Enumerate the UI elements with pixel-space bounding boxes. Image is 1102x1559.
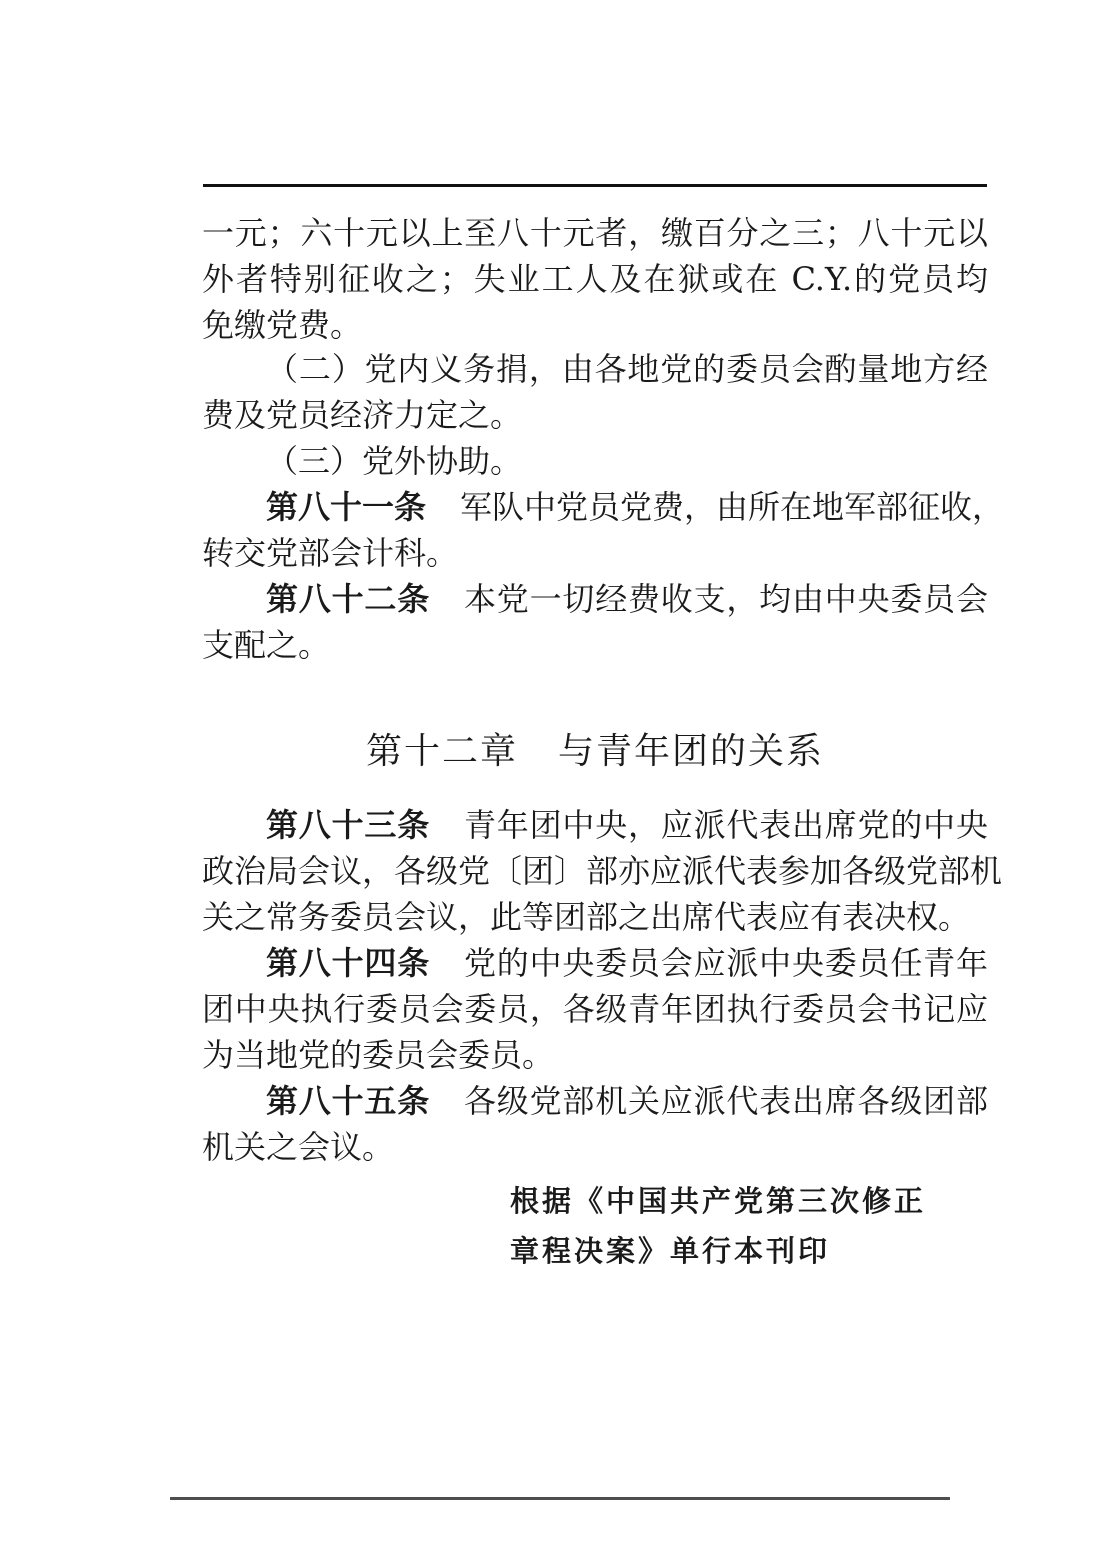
article-83 [202,802,1003,940]
text-line: 支配之。 [202,626,331,664]
article-first-line [202,802,988,848]
top-rule [203,184,987,187]
article-label: 第八十一条 [266,488,427,526]
text-line: 转交党部会计科。 [202,534,459,572]
text-line: 团中央执行委员会委员，各级青年团执行委员会书记应 [202,990,988,1028]
article-label: 第八十二条 [266,580,430,618]
article-label: 第八十四条 [266,944,430,982]
text-line: 政治局会议，各级党〔团〕部亦应派代表参加各级党部机 [202,852,1003,890]
article-text: 青年团中央，应派代表出席党的中央 [464,806,988,844]
source-line: 章程决案》单行本刊印 [510,1234,831,1268]
item-3-paragraph [202,438,988,484]
article-label: 第八十五条 [266,1082,430,1120]
article-first-line [202,940,988,986]
article-text: 军队中党员党费，由所在地军部征收， [460,488,1005,526]
article-85 [202,1078,988,1170]
article-first-line [202,576,988,622]
chapter-title: 与青年团的关系 [558,731,825,772]
article-text: 本党一切经费收支，均由中央委员会 [464,580,988,618]
continuation-paragraph [202,210,988,348]
article-81 [202,484,1005,576]
source-note [510,1176,926,1276]
chapter-heading [202,728,988,776]
text-line: 外者特别征收之；失业工人及在狱或在 C.Y.的党员均 [202,260,988,298]
text-line: 关之常务委员会议，此等团部之出席代表应有表决权。 [202,898,971,936]
source-line: 根据《中国共产党第三次修正 [510,1184,927,1218]
article-first-line [202,1078,988,1124]
article-84 [202,940,988,1078]
item-2-paragraph [202,346,988,438]
chapter-number: 第十二章 [365,731,518,772]
text-line: 一元；六十元以上至八十元者，缴百分之三；八十元以 [202,214,988,252]
text-line: 费及党员经济力定之。 [202,396,523,434]
article-text: 党的中央委员会应派中央委员任青年 [464,944,988,982]
article-first-line [202,484,1005,530]
text-line: 免缴党费。 [202,306,363,344]
article-label: 第八十三条 [266,806,430,844]
text-line: （三）党外协助。 [266,442,523,480]
text-line: 机关之会议。 [202,1128,395,1166]
text-line: 为当地党的委员会委员。 [202,1036,555,1074]
bottom-rule [170,1497,950,1500]
article-text: 各级党部机关应派代表出席各级团部 [464,1082,988,1120]
text-line: （二）党内义务捐，由各地党的委员会酌量地方经 [266,350,988,388]
article-82 [202,576,988,668]
